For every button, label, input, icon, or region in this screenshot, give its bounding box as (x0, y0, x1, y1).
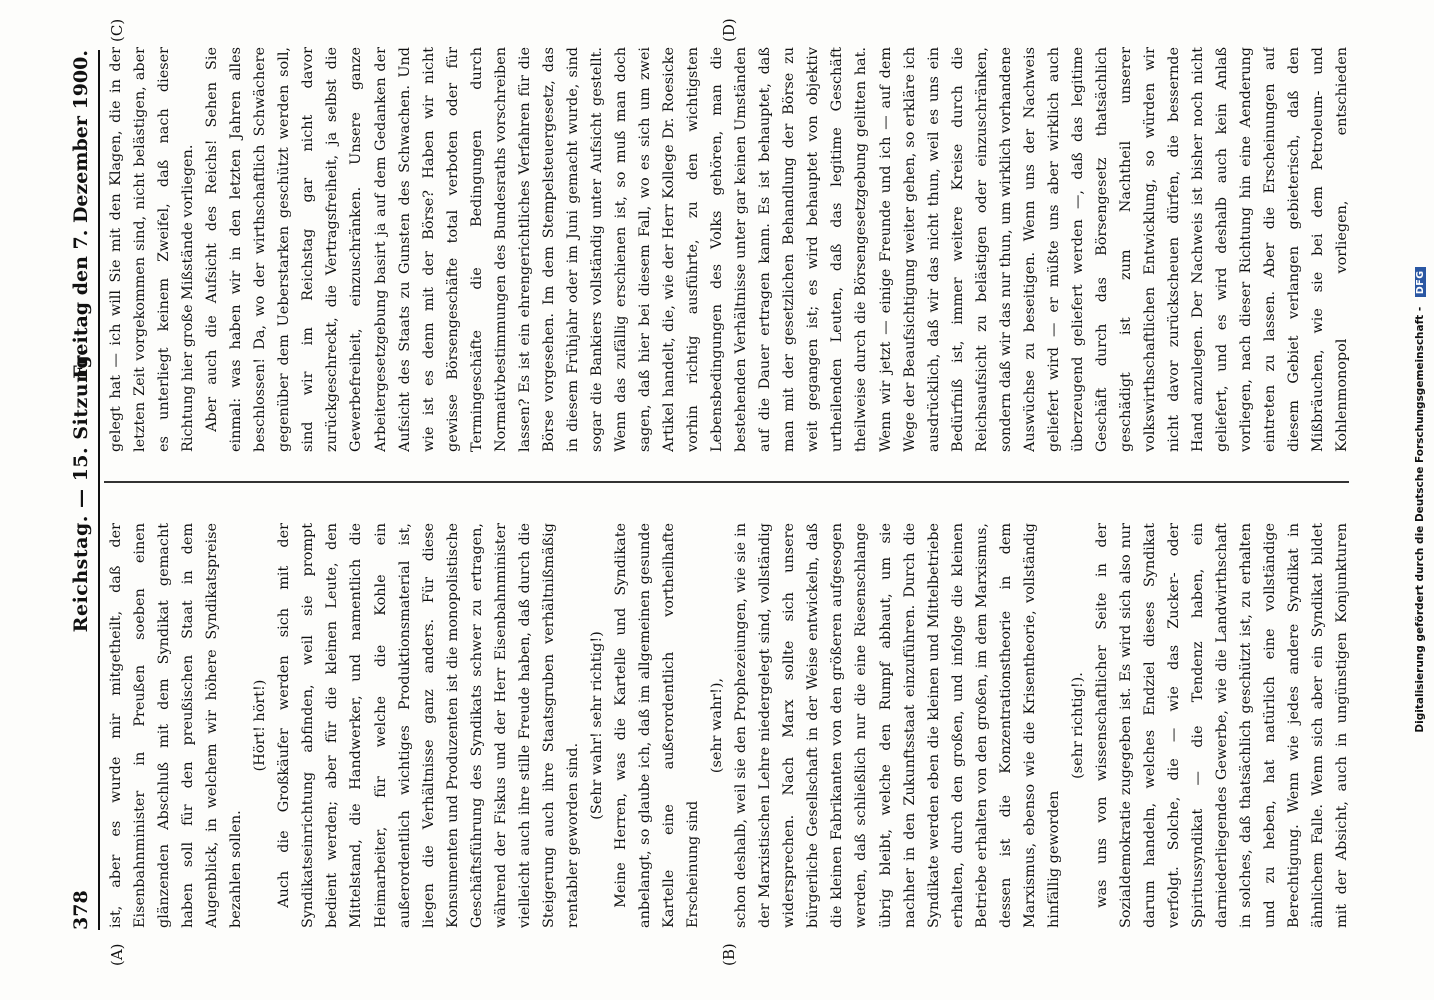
paragraph: Meine Herren, was die Kartelle und Syndikate anbelangt, so glaube ich, daß im allgemeinen gesunde Kartelle eine außerordentlich vortheilhafte Erscheinung sind (612, 523, 702, 928)
session-title: Reichstag. — 15. Sitzung. (70, 347, 92, 633)
margin-mark-d: (D) (720, 18, 738, 42)
dfg-logo: DFG (1415, 267, 1426, 297)
paragraph: schon deshalb, weil sie den Prophezeiungen, wie sie in der Marxistischen Lehre niedergelegt sind, vollständig widersprechen. Nach Marx sollte sich unsere bürgerliche Gesellschaft in der Weise entwickeln, daß die kleinen Fabrikanten von den größeren aufgesogen werden, daß schließlich nur die eine Riesenschlange übrig bleibt, welche den Rumpf abhaut, um sie nachher in den Zukunftsstaat einzuführen. Durch die Syndikate werden eben die kleinen und Mittelbetriebe erhalten, durch den großen, und infolge die kleinen Betriebe erhalten von den großen, im dem Marxismus, dessen ist die Konzentrationstheorie in dem Marxismus, ebenso wie die Krisentheorie, vollständig hinfällig geworden (733, 523, 1062, 928)
page-header (62, 50, 100, 930)
left-text-column (104, 523, 1354, 928)
credit-text: Digitalisierung gefördert durch die Deutsche Forschungsgemeinschaft - (1414, 306, 1426, 733)
margin-mark-c: (C) (108, 18, 126, 42)
paragraph: gelegt hat — ich will Sie mit den Klagen, die in der letzten Zeit vorgekommen sind, nicht belästigen, aber es unterliegt keinem Zweifel, daß nach dieser Richtung hier große Mißstände vorliegen. (108, 47, 197, 452)
margin-mark-b: (B) (720, 943, 738, 966)
paragraph: (Hört! hört!) (252, 679, 269, 772)
session-date: Freitag den 7. Dezember 1900. (70, 50, 92, 379)
right-text-column (104, 47, 1354, 452)
page-number: 378 (70, 890, 92, 930)
paragraph: (sehr richtig!). (1069, 672, 1086, 779)
paragraph: was uns von wissenschaftlicher Seite in der Sozialdemokratie zugegeben ist. Es wird sich also nur darum handeln, welches Endziel dieses Syndikat verfolgt. Solche, die — wie das Zucker- oder Spiritussyndikat — die Tendenz haben, ein darniederliegendes Gewerbe, wie die Landwirthschaft in solches, daß thatsächlich geschützt ist, zu erhalten und zu heben, hat natürlich eine vollständige Berechtigung. Wenn wie jedes andere Syndikat in ähnlichem Falle. Wenn sich aber ein Syndikat bildet mit der Absicht, auch in ungünstigen Konjunkturen (1093, 523, 1351, 928)
paragraph: (sehr wahr!), (709, 677, 726, 774)
paragraph: ist, aber es wurde mir mitgetheilt, daß der Eisenbahnminister in Preußen soeben einen glänzenden Abschluß mit dem Syndikat gemacht haben soll für den preußischen Staat in dem Augenblick, in welchem wir höhere Syndikatspreise bezahlen sollen. (108, 523, 245, 928)
paragraph: (Sehr wahr! sehr richtig!) (588, 631, 605, 820)
column-divider (104, 481, 1349, 483)
margin-mark-a: (A) (108, 943, 126, 966)
paragraph: Aber auch die Aufsicht des Reichs! Sehen Sie einmal: was haben wir in den letzten Jahren alles beschlossen! Da, wo der wirthschaftlich Schwächere gegenüber dem Ueberstarken geschützt werden soll, sind wir im Reichstag gar nicht davor zurückgeschreckt, die Vertragsfreiheit, ja selbst die Gewerbefreiheit, einzuschränken. Unsere ganze Arbeitergesetzgebung basirt ja auf dem Gedanken der Aufsicht des Staats zu Gunsten des Schwachen. Und wie ist es denn mit der Börse? Haben wir nicht gewisse Börsengeschäfte total verboten oder für Termingeschäfte die Bedingungen durch Normativbestimmungen des Bundesraths vorschreiben lassen? Es ist ein ehrengerichtliches Verfahren für die Börse vorgesehen. Im dem Stempelsteuergesetz, das in diesem Frühjahr oder im Juni gemacht wurde, sind sogar die Bankiers vollständig unter Aufsicht gestellt. Wenn das zufällig erschienen ist, so muß man doch sagen, daß hier bei diesem Fall, wo es sich um zwei Artikel handelt, die, wie der Herr Kollege Dr. Roesicke vorhin richtig ausführte, zu den wichtigsten Lebensbedingungen des Volks gehören, man die bestehenden Verhältnisse unter gar keinen Umständen auf die Dauer ertragen kann. Es ist behauptet, daß man mit der gesetzlichen Behandlung der Börse zu weit gegangen ist; es wird behauptet von objektiv urtheilenden Leuten, daß das legitime Geschäft theilweise durch die Börsengesetzgebung gelitten hat. Wenn wir jetzt — einige Freunde und ich — auf dem Wege der Beaufsichtigung weiter gehen, so erkläre ich ausdrücklich, daß wir das nicht thun, weil es uns ein Bedürfniß ist, immer weitere Kreise durch die Reichsaufsicht zu belästigen oder einzuschränken, sondern daß wir das nur thun, um wirklich vorhandene Auswüchse zu beseitigen. Wenn uns der Nachweis geliefert wird — er müßte uns aber wirklich auch überzeugend geliefert werden —, daß das legitime Geschäft durch das Börsengesetz thatsächlich geschädigt ist zum Nachtheil unserer volkswirthschaftlichen Entwicklung, so würden wir nicht davor zurückscheuen dürfen, die bessernde Hand anzulegen. Der Nachweis ist bisher noch nicht geliefert, und es wird deshalb auch kein Anlaß vorliegen, nach dieser Richtung hin eine Aenderung eintreten zu lassen. Aber die Erscheinungen auf diesem Gebiet verlangen gebieterisch, daß den Mißbräuchen, wie sie bei dem Petroleum- und Kohlenmonopol vorliegen, entschieden (204, 47, 1351, 452)
paragraph: Auch die Großkäufer werden sich mit der Syndikatseinrichtung abfinden, weil sie prompt bedient werden; aber für die kleinen Leute, den Mittelstand, die Handwerker, und namentlich die Heimarbeiter, für welche die Kohle ein außerordentlich wichtiges Produktionsmaterial ist, liegen die Verhältnisse ganz anders. Für diese Konsumenten und Produzenten ist die monopolistische Geschäftsführung des Syndikats schwer zu ertragen, während der Fiskus und der Herr Eisenbahnminister vielleicht auch ihre stille Freude haben, daß durch die Steigerung auch ihre Staatsgruben verhältnißmäßig rentabler geworden sind. (276, 523, 581, 928)
digitization-credit (1414, 0, 1426, 1000)
